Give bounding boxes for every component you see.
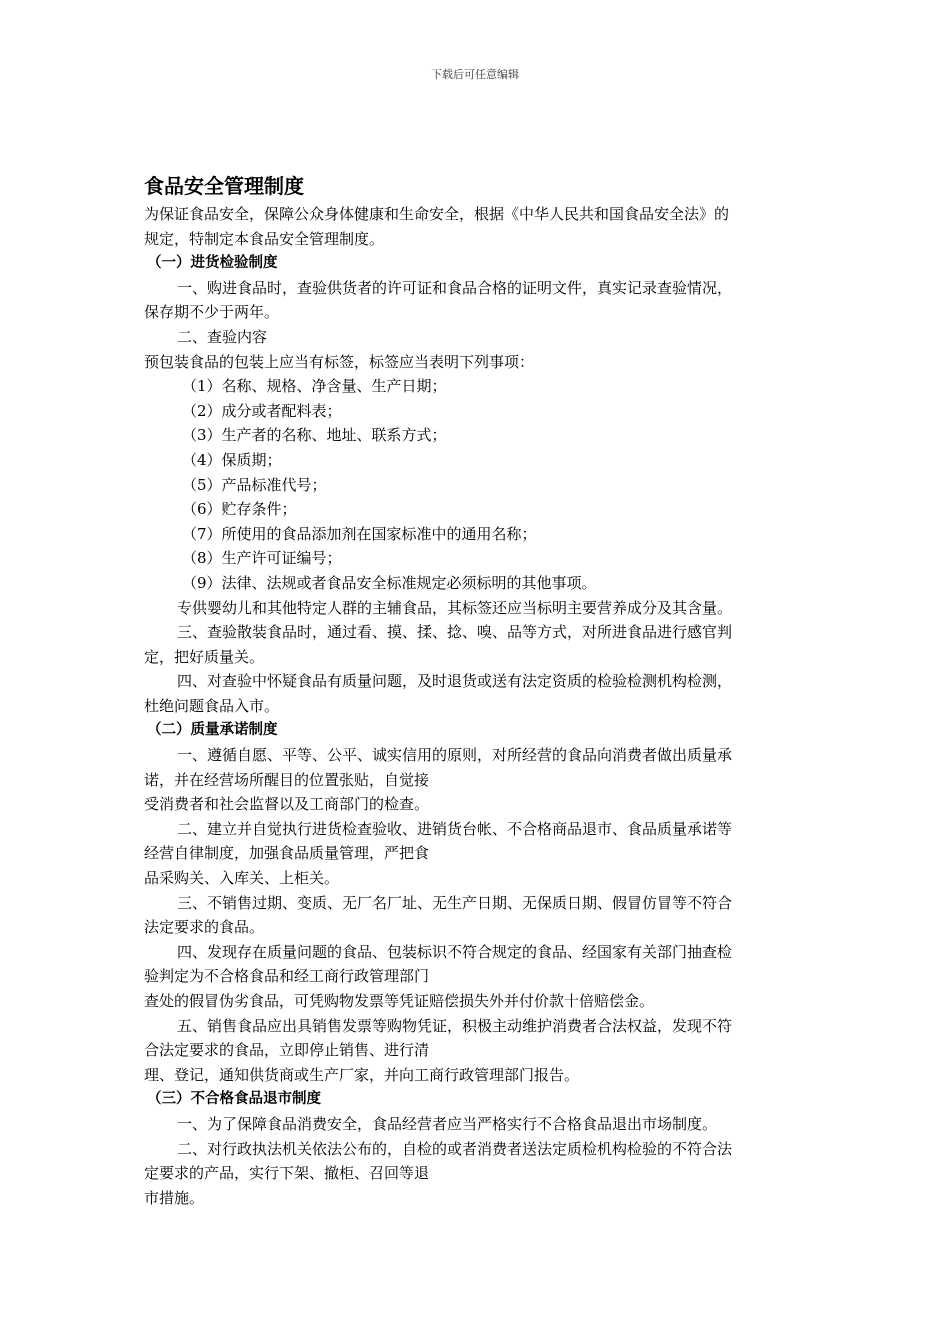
- s1-p2: 二、查验内容: [177, 327, 268, 346]
- list-item: （4）保质期；: [182, 450, 282, 469]
- s1-p6-line-2: 杜绝问题食品入市。: [144, 696, 280, 715]
- s1-p1-line-2: 保存期不少于两年。: [144, 303, 280, 322]
- s2-p3-line-2: 法定要求的食品。: [144, 918, 265, 937]
- s3-p2-line-3: 市措施。: [144, 1188, 205, 1207]
- list-item: （1）名称、规格、净含量、生产日期；: [182, 377, 447, 396]
- intro-line-2: 规定，特制定本食品安全管理制度。: [144, 229, 385, 248]
- list-item: （3）生产者的名称、地址、联系方式；: [182, 426, 447, 445]
- s2-p1-line-3: 受消费者和社会监督以及工商部门的检查。: [144, 795, 430, 814]
- s1-p4: 专供婴幼儿和其他特定人群的主辅食品，其标签还应当标明主要营养成分及其含量。: [177, 598, 733, 617]
- page-header-note: 下载后可任意编辑: [431, 68, 519, 81]
- list-item: （7）所使用的食品添加剂在国家标准中的通用名称；: [182, 524, 537, 543]
- document-body: [144, 170, 809, 1210]
- list-item: （2）成分或者配料表；: [182, 401, 342, 420]
- s1-p3: 预包装食品的包装上应当有标签，标签应当表明下列事项：: [144, 352, 535, 371]
- s3-p2-line-1: 二、对行政执法机关依法公布的，自检的或者消费者送法定质检机构检验的不符合法: [177, 1139, 733, 1158]
- section-heading-recall: （三）不合格食品退市制度: [147, 1091, 321, 1108]
- document-title: 食品安全管理制度: [144, 174, 304, 198]
- s2-p4-line-2: 验判定为不合格食品和经工商行政管理部门: [144, 967, 430, 986]
- intro-line-1: 为保证食品安全，保障公众身体健康和生命安全，根据《中华人民共和国食品安全法》的: [144, 205, 730, 223]
- section-heading-inspection: （一）进货检验制度: [147, 255, 278, 272]
- s1-p6-line-1: 四、对查验中怀疑食品有质量问题，及时退货或送有法定资质的检验检测机构检测，: [177, 672, 733, 691]
- s2-p2-line-3: 品采购关、入库关、上柜关。: [144, 869, 340, 888]
- s3-p2-line-2: 定要求的产品，实行下架、撤柜、召回等退: [144, 1164, 430, 1183]
- s2-p4-line-1: 四、发现存在质量问题的食品、包装标识不符合规定的食品、经国家有关部门抽查检: [177, 942, 733, 961]
- s2-p5-line-3: 理、登记，通知供货商或生产厂家，并向工商行政管理部门报告。: [144, 1065, 580, 1084]
- s2-p4-line-3: 查处的假冒伪劣食品，可凭购物发票等凭证赔偿损失外并付价款十倍赔偿金。: [144, 992, 655, 1010]
- s1-p5-line-1: 三、查验散装食品时，通过看、摸、揉、捻、嗅、品等方式，对所进食品进行感官判: [177, 623, 733, 642]
- s2-p5-line-1: 五、销售食品应出具销售发票等购物凭证，积极主动维护消费者合法权益，发现不符: [177, 1016, 733, 1035]
- s2-p1-line-1: 一、遵循自愿、平等、公平、诚实信用的原则，对所经营的食品向消费者做出质量承: [177, 746, 733, 765]
- s2-p3-line-1: 三、不销售过期、变质、无厂名厂址、无生产日期、无保质日期、假冒仿冒等不符合: [177, 893, 733, 912]
- s2-p2-line-2: 经营自律制度，加强食品质量管理，严把食: [144, 844, 430, 863]
- s2-p5-line-2: 合法定要求的食品，立即停止销售、进行清: [144, 1041, 430, 1060]
- s1-p1-line-1: 一、购进食品时，查验供货者的许可证和食品合格的证明文件，真实记录查验情况，: [177, 278, 733, 297]
- list-item: （8）生产许可证编号；: [182, 549, 342, 568]
- list-item: （6）贮存条件；: [182, 500, 297, 519]
- list-item: （5）产品标准代号；: [182, 475, 327, 494]
- s2-p1-line-2: 诺，并在经营场所醒目的位置张贴，自觉接: [144, 770, 430, 789]
- s2-p2-line-1: 二、建立并自觉执行进货检查验收、进销货台帐、不合格商品退市、食品质量承诺等: [177, 819, 733, 838]
- section-heading-quality-commitment: （二）质量承诺制度: [147, 722, 278, 739]
- s3-p1: 一、为了保障食品消费安全，食品经营者应当严格实行不合格食品退出市场制度。: [177, 1114, 718, 1133]
- list-item: （9）法律、法规或者食品安全标准规定必须标明的其他事项。: [182, 573, 597, 592]
- s1-p5-line-2: 定，把好质量关。: [144, 647, 265, 666]
